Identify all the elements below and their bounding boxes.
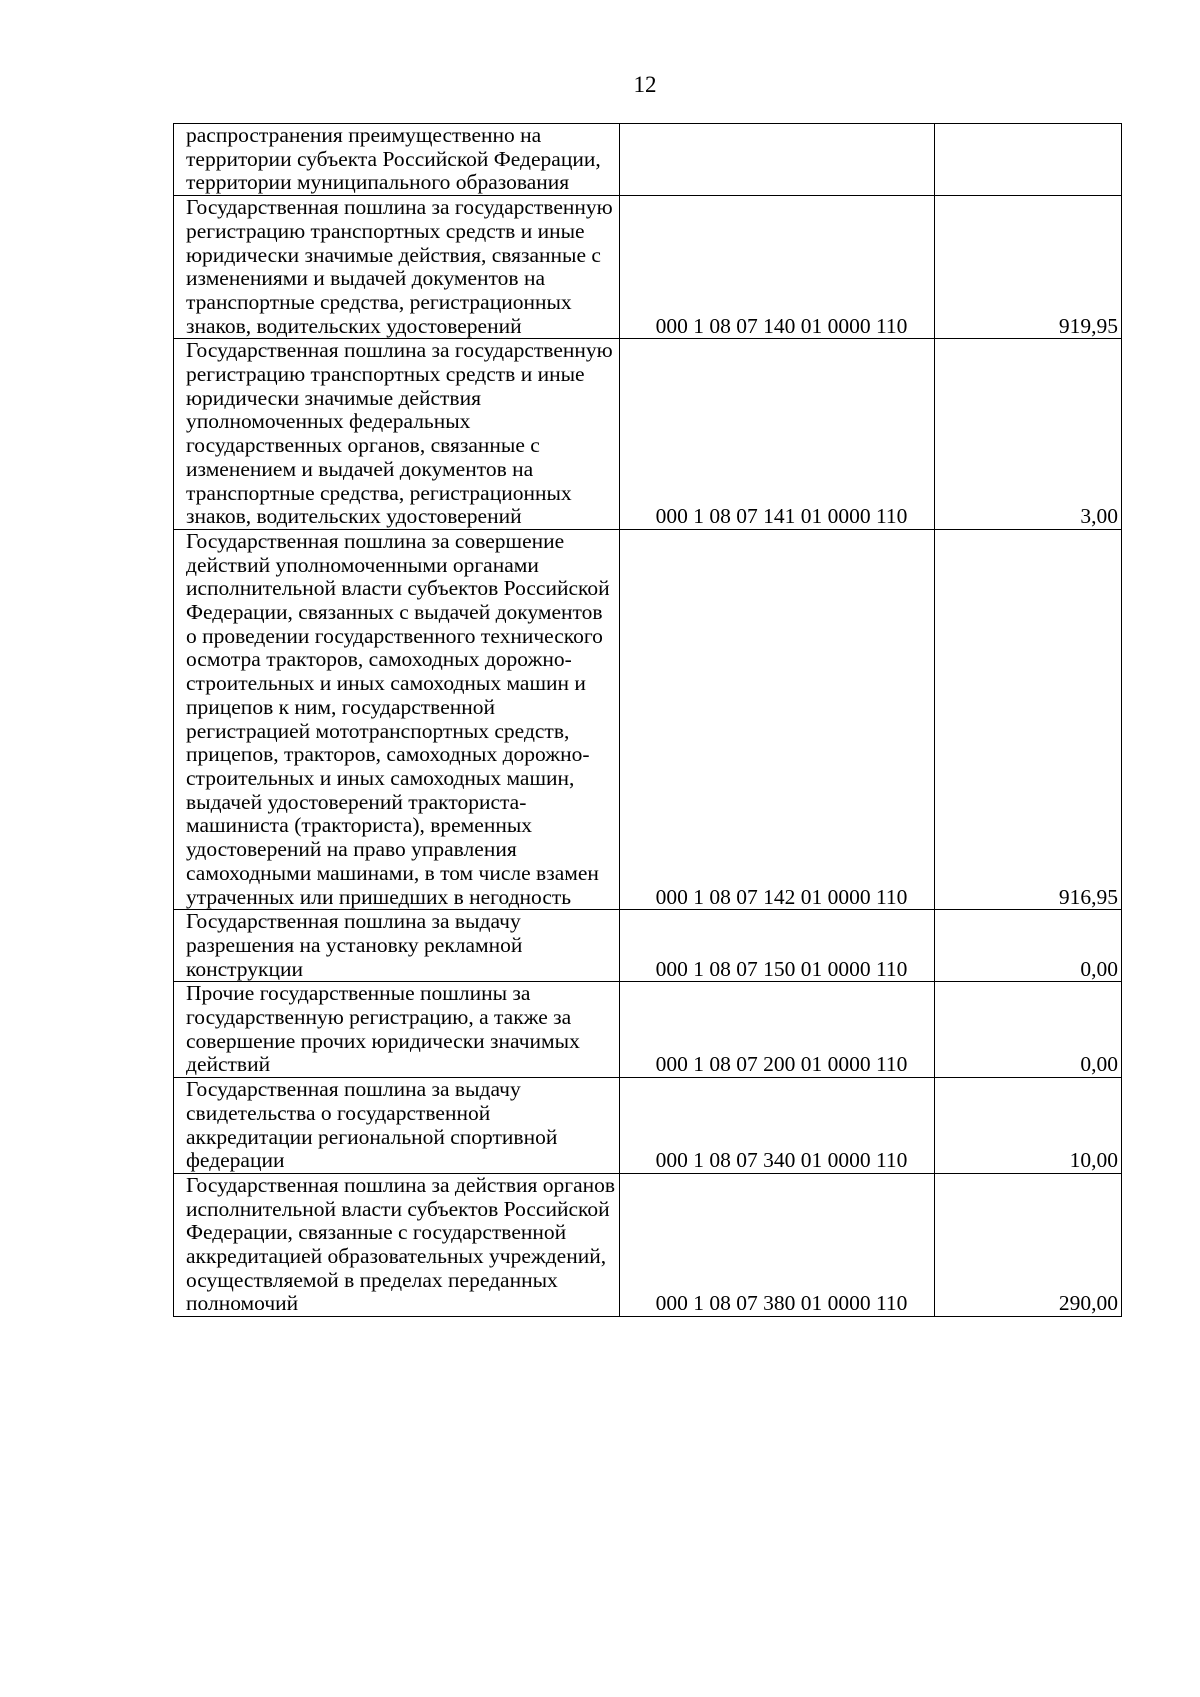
revenue-amount: 290,00	[935, 1173, 1122, 1316]
budget-classification-code: 000 1 08 07 340 01 0000 110	[620, 1078, 935, 1174]
page-number: 12	[633, 72, 657, 97]
table-row	[174, 982, 1122, 1078]
table-row	[174, 910, 1122, 982]
table-row	[174, 196, 1122, 339]
revenue-amount: 919,95	[935, 196, 1122, 339]
budget-classification-code: 000 1 08 07 200 01 0000 110	[620, 982, 935, 1078]
table-row	[174, 339, 1122, 530]
table-row	[174, 124, 1122, 196]
budget-classification-code: 000 1 08 07 141 01 0000 110	[620, 339, 935, 530]
revenue-description: Государственная пошлина за действия органов исполнительной власти субъектов Российской Федерации, связанные с государственной аккредитацией образовательных учреждений, осуществляемой в пределах переданных полномочий	[174, 1173, 620, 1316]
revenue-amount: 10,00	[935, 1078, 1122, 1174]
table-row	[174, 529, 1122, 909]
revenue-amount: 0,00	[935, 910, 1122, 982]
revenue-description: Государственная пошлина за совершение действий уполномоченными органами исполнительной власти субъектов Российской Федерации, связанных с выдачей документов о проведении государственного технического осмотра тракторов, самоходных дорожно-строительных и иных самоходных машин и прицепов к ним, государственной регистрацией мототранспортных средств, прицепов, тракторов, самоходных дорожно-строительных и иных самоходных машин, выдачей удостоверений тракториста-машиниста (тракториста), временных удостоверений на право управления самоходными машинами, в том числе взамен утраченных или пришедших в негодность	[174, 529, 620, 909]
budget-classification-code	[620, 124, 935, 196]
budget-classification-code: 000 1 08 07 150 01 0000 110	[620, 910, 935, 982]
revenue-amount	[935, 124, 1122, 196]
table-row	[174, 1078, 1122, 1174]
revenue-amount: 0,00	[935, 982, 1122, 1078]
revenue-description: Государственная пошлина за выдачу разрешения на установку рекламной конструкции	[174, 910, 620, 982]
budget-classification-code: 000 1 08 07 142 01 0000 110	[620, 529, 935, 909]
revenue-table	[173, 123, 1122, 1317]
revenue-amount: 3,00	[935, 339, 1122, 530]
revenue-amount: 916,95	[935, 529, 1122, 909]
table-row	[174, 1173, 1122, 1316]
budget-classification-code: 000 1 08 07 380 01 0000 110	[620, 1173, 935, 1316]
revenue-description: распространения преимущественно на территории субъекта Российской Федерации, территории муниципального образования	[174, 124, 620, 196]
revenue-description: Государственная пошлина за выдачу свидетельства о государственной аккредитации региональной спортивной федерации	[174, 1078, 620, 1174]
budget-classification-code: 000 1 08 07 140 01 0000 110	[620, 196, 935, 339]
revenue-description: Государственная пошлина за государственную регистрацию транспортных средств и иные юридически значимые действия уполномоченных федеральных государственных органов, связанные с изменением и выдачей документов на транспортные средства, регистрационных знаков, водительских удостоверений	[174, 339, 620, 530]
revenue-description: Государственная пошлина за государственную регистрацию транспортных средств и иные юридически значимые действия, связанные с изменениями и выдачей документов на транспортные средства, регистрационных знаков, водительских удостоверений	[174, 196, 620, 339]
revenue-description: Прочие государственные пошлины за государственную регистрацию, а также за совершение прочих юридически значимых действий	[174, 982, 620, 1078]
